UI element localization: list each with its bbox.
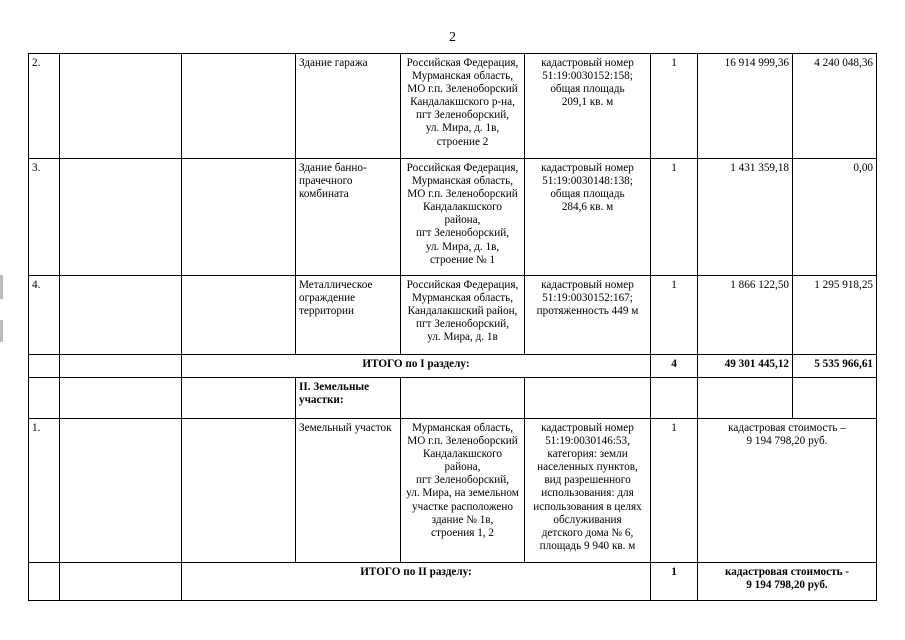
object-value-2: 1 295 918,25 xyxy=(793,276,877,355)
table-row xyxy=(29,419,877,563)
empty-cell xyxy=(60,276,182,355)
empty-cell xyxy=(793,378,877,419)
empty-cell xyxy=(182,419,296,563)
object-address: Российская Федерация, Мурманская область, Кандалакшский район, пгт Зеленоборский, ул. Мира, д. 1в xyxy=(401,276,525,355)
empty-cell xyxy=(525,378,651,419)
object-characteristics: кадастровый номер 51:19:0030152:167; протяженность 449 м xyxy=(525,276,651,355)
object-name: Здание банно-прачечного комбината xyxy=(296,159,401,276)
object-characteristics: кадастровый номер 51:19:0030152:158; общая площадь 209,1 кв. м xyxy=(525,54,651,159)
row-number: 4. xyxy=(29,276,60,355)
section-1-total-quantity: 4 xyxy=(651,355,698,378)
margin-mark xyxy=(0,275,3,299)
object-value-1: 1 431 359,18 xyxy=(698,159,793,276)
empty-cell xyxy=(60,54,182,159)
empty-cell xyxy=(182,159,296,276)
row-number: 3. xyxy=(29,159,60,276)
object-characteristics: кадастровый номер 51:19:0030148:138; общая площадь 284,6 кв. м xyxy=(525,159,651,276)
empty-cell xyxy=(182,276,296,355)
object-value-2: 4 240 048,36 xyxy=(793,54,877,159)
page-number: 2 xyxy=(449,30,456,45)
empty-cell xyxy=(651,378,698,419)
empty-cell xyxy=(60,159,182,276)
empty-cell xyxy=(29,378,60,419)
empty-cell xyxy=(60,355,182,378)
object-quantity: 1 xyxy=(651,276,698,355)
object-name: Земельный участок xyxy=(296,419,401,563)
section-total-row xyxy=(29,563,877,601)
empty-cell xyxy=(182,378,296,419)
section-1-total-value-2: 5 535 966,61 xyxy=(793,355,877,378)
empty-cell xyxy=(60,378,182,419)
empty-cell xyxy=(401,378,525,419)
object-name: Здание гаража xyxy=(296,54,401,159)
table-row xyxy=(29,54,877,159)
object-characteristics: кадастровый номер 51:19:0030146:53, категория: земли населенных пунктов, вид разрешенного использования: для использования в целях обслуживания детского дома № 6, площадь 9 940 кв. м xyxy=(525,419,651,563)
empty-cell xyxy=(60,419,182,563)
section-2-total-quantity: 1 xyxy=(651,563,698,601)
table-row xyxy=(29,276,877,355)
object-address: Российская Федерация, Мурманская область, МО г.п. Зеленоборский Кандалакшского р-на, пгт Зеленоборский, ул. Мира, д. 1в, строение 2 xyxy=(401,54,525,159)
object-quantity: 1 xyxy=(651,54,698,159)
object-value-1: 16 914 999,36 xyxy=(698,54,793,159)
margin-mark xyxy=(0,320,3,342)
empty-cell xyxy=(29,355,60,378)
object-value-1: 1 866 122,50 xyxy=(698,276,793,355)
section-1-total-value-1: 49 301 445,12 xyxy=(698,355,793,378)
object-address: Мурманская область, МО г.п. Зеленоборский Кандалакшского района, пгт Зеленоборский, ул. Мира, на земельном участке расположено здание № 1в, строения 1, 2 xyxy=(401,419,525,563)
row-number: 1. xyxy=(29,419,60,563)
empty-cell xyxy=(29,563,60,601)
empty-cell xyxy=(182,54,296,159)
cadastral-value: кадастровая стоимость – 9 194 798,20 руб. xyxy=(698,419,877,563)
object-address: Российская Федерация, Мурманская область, МО г.п. Зеленоборский Кандалакшского района, пгт Зеленоборский, ул. Мира, д. 1в, строение № 1 xyxy=(401,159,525,276)
row-number: 2. xyxy=(29,54,60,159)
object-name: Металлическое ограждение территории xyxy=(296,276,401,355)
property-table xyxy=(28,53,877,601)
table-row xyxy=(29,159,877,276)
section-header-row xyxy=(29,378,877,419)
section-total-row xyxy=(29,355,877,378)
empty-cell xyxy=(698,378,793,419)
section-2-total-label: ИТОГО по II разделу: xyxy=(182,563,651,601)
section-2-total-cadastral-value: кадастровая стоимость - 9 194 798,20 руб. xyxy=(698,563,877,601)
object-value-2: 0,00 xyxy=(793,159,877,276)
section-2-heading: II. Земельные участки: xyxy=(296,378,401,419)
object-quantity: 1 xyxy=(651,419,698,563)
section-1-total-label: ИТОГО по I разделу: xyxy=(182,355,651,378)
empty-cell xyxy=(60,563,182,601)
object-quantity: 1 xyxy=(651,159,698,276)
